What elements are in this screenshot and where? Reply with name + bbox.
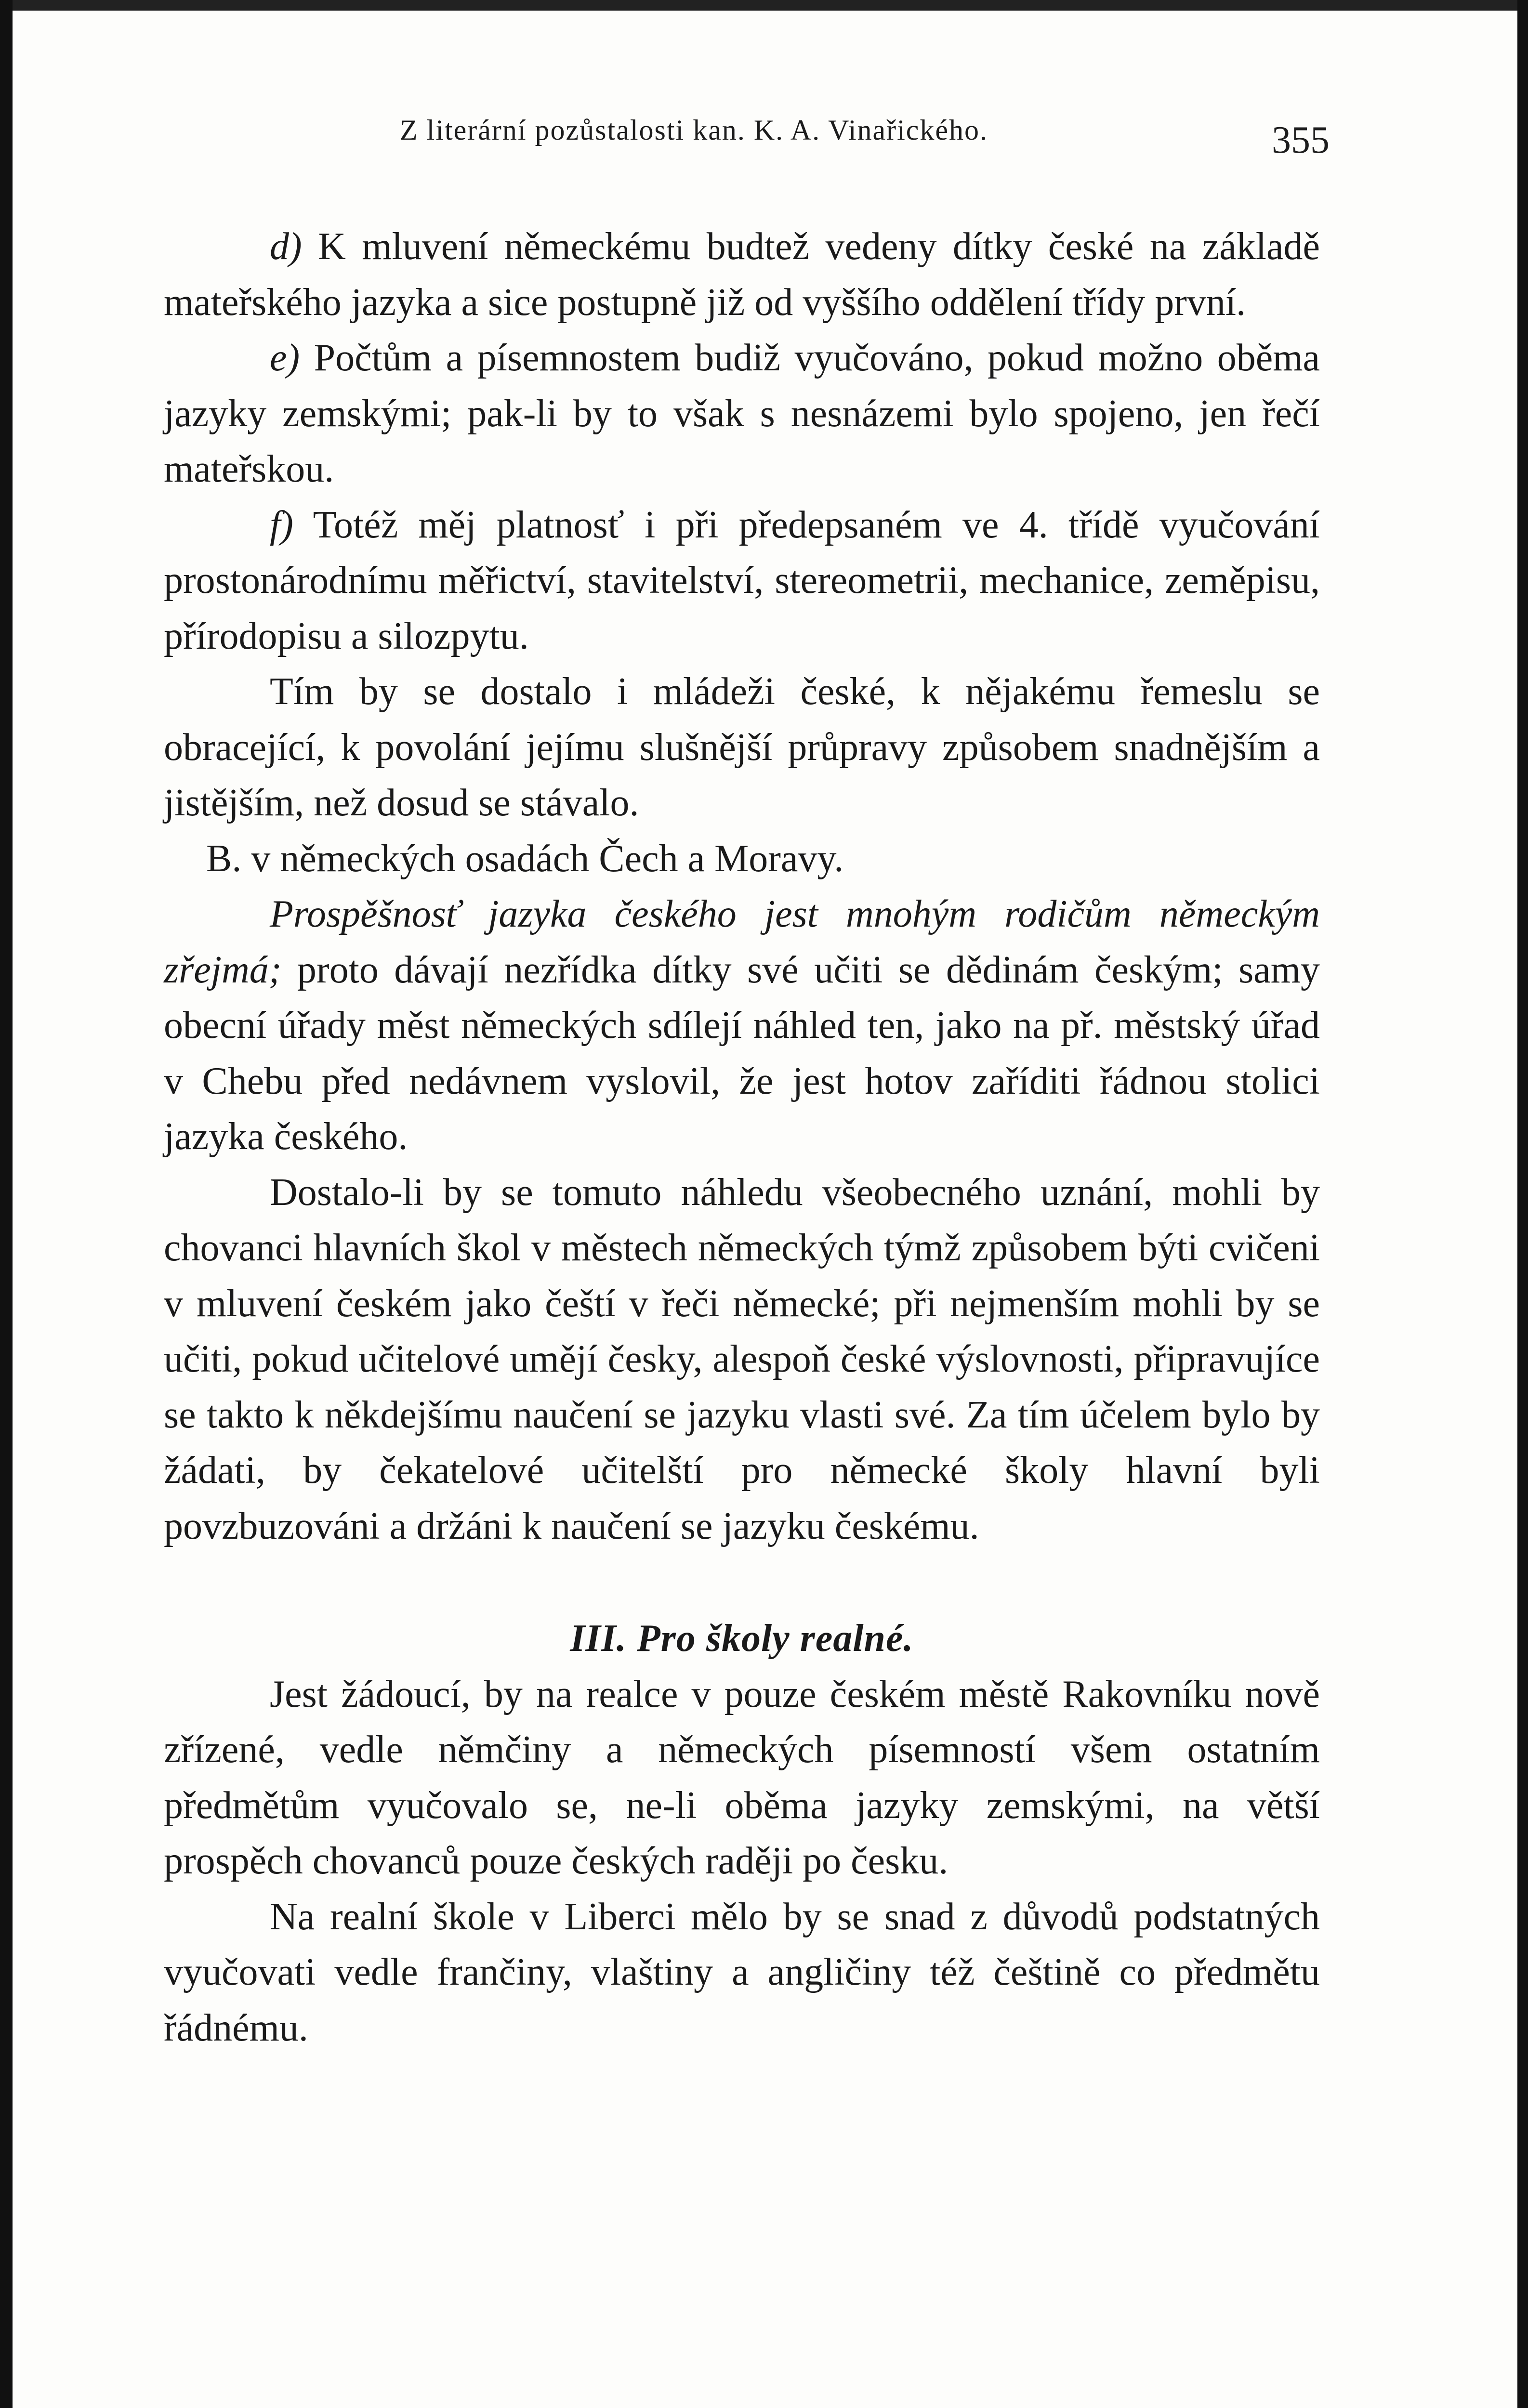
paragraph-jest: Jest žádoucí, by na realce v pouze českém městě Rakovníku nově zřízené, vedle němčiny a německých písemností všem ostatním předmětům vyučovalo se, ne-li oběma jazyky zemskými, na větší prospěch chovanců pouze českých raději po česku. [164,1673,1320,1882]
paragraph-na: Na realní škole v Liberci mělo by se snad z důvodů podstatných vyučovati vedle frančiny, vlaštiny a angličiny též češtině co předmětu řádnému. [164,1895,1320,2049]
scan-right-border [1517,0,1528,2408]
section-b-title: B. v německých osadách Čech a Moravy. [206,837,844,880]
paragraph-d-label: d) [270,225,302,268]
paragraph-dostalo: Dostalo-li by se tomuto náhledu všeobecného uznání, mohli by chovanci hlavních škol v městech německých týmž způsobem býti cvičeni v mluvení českém jako čeští v řeči německé; při nejmenším mohli by se učiti, pokud učitelové umějí česky, alespoň české výslovnosti, připravujíce se takto k někdejšímu naučení se jazyku vlasti své. Za tím účelem bylo by žádati, by čekatelové učitelští pro německé školy hlavní byli povzbuzováni a držáni k naučení se jazyku českému. [164,1171,1320,1547]
paragraph-tim: Tím by se dostalo i mládeži české, k nějakému řemeslu se obracející, k povolání jejímu slušnější průpravy způsobem snadnějším a jistějším, než dosud se stávalo. [164,670,1320,824]
section-iii-heading: III. Pro školy realné. [570,1617,914,1660]
paragraph-prospech-italic: Prospěšnosť jazyka českého jest mnohým rodičům německým zřejmá; [164,893,1320,991]
paragraph-f [164,497,1320,665]
paragraph-d-text: K mluvení německému budtež vedeny dítky české na základě mateřského jazyka a sice postupně již od vyššího oddělení třídy první. [164,225,1320,324]
paragraph-e-label: e) [270,337,300,379]
body-text [164,219,1320,2056]
paragraph-f-text: Totéž měj platnosť i při předepsaném ve 4. třídě vyučování prostonárodnímu měřictví, stavitelství, stereometrii, mechanice, zeměpisu, přírodopisu a silozpytu. [164,503,1320,657]
paragraph-f-label: f) [270,503,293,546]
running-title: Z literární pozůstalosti kan. K. A. Vinařického. [400,114,988,146]
scan-top-border [0,0,1528,11]
paragraph-e [164,330,1320,497]
paragraph-e-text: Počtům a písemnostem budiž vyučováno, pokud možno oběma jazyky zemskými; pak-li by to však s nesnázemi bylo spojeno, jen řečí mateřskou. [164,337,1320,490]
scan-left-border [0,0,13,2408]
page-number: 355 [1272,119,1330,161]
paragraph-prospech-text: proto dávají nezřídka dítky své učiti se dědinám českým; samy obecní úřady měst německých sdílejí náhled ten, jako na př. městský úřad v Chebu před nedávnem vyslovil, že jest hotov zaříditi řádnou stolici jazyka českého. [164,948,1320,1158]
paragraph-prospech [164,887,1320,1165]
paragraph-d [164,219,1320,330]
